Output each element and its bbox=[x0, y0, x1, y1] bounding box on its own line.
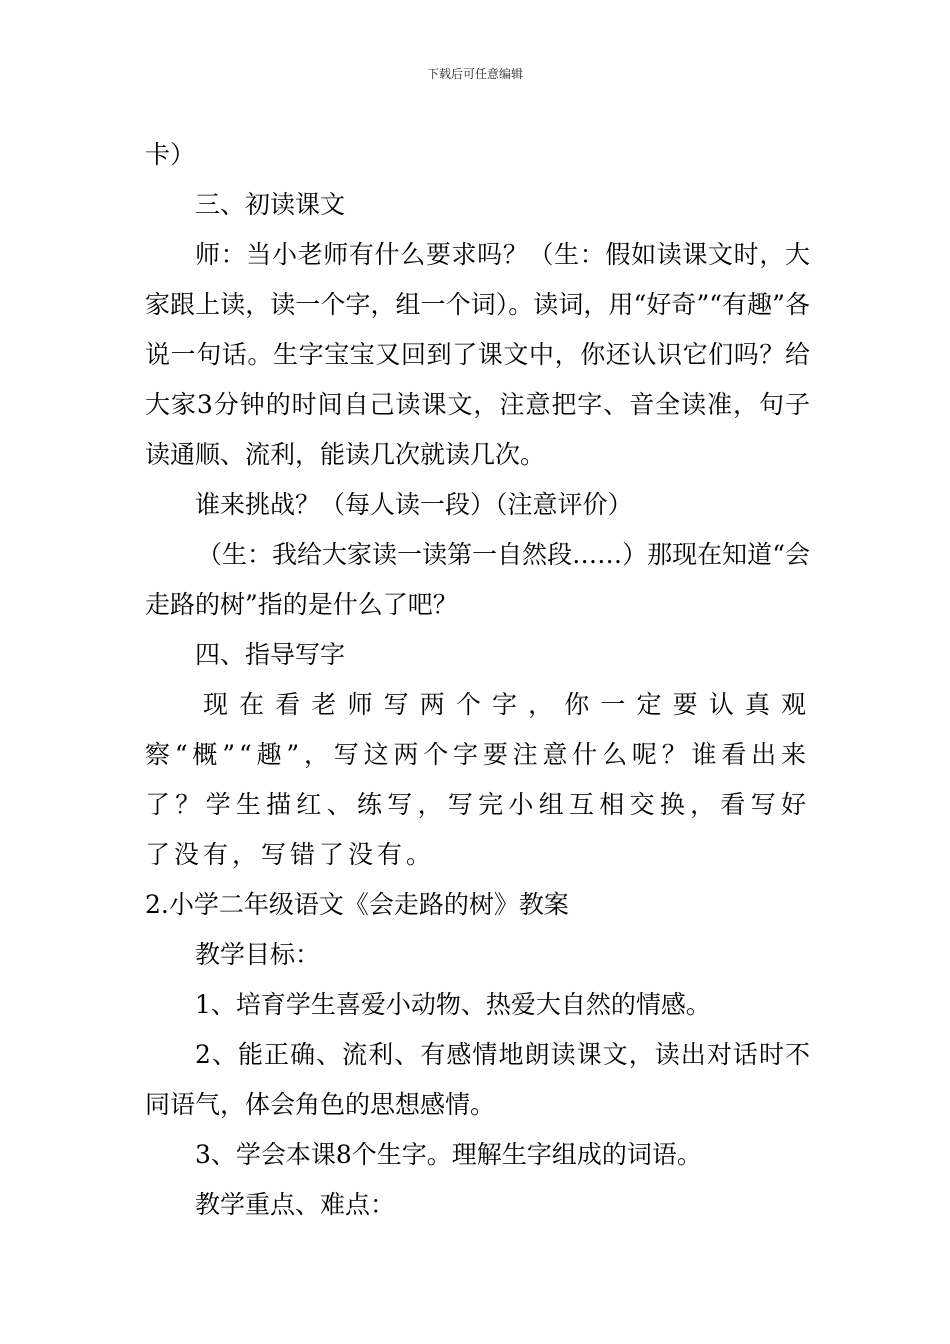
heading-key-points: 教学重点、难点： bbox=[195, 1190, 396, 1219]
paragraph-writing-practice: 现在看老师写两个字，你一定要认真观察“概”“趣”，写这两个字要注意什么呢？谁看出来了？学生描红、练写，写完小组互相交换，看写好了没有，写错了没有。 bbox=[145, 690, 810, 869]
paragraph-challenge: 谁来挑战？（每人读一段）（注意评价） bbox=[195, 490, 633, 519]
document-body bbox=[145, 130, 810, 1230]
goal-item-3: 3、学会本课8个生字。理解生字组成的词语。 bbox=[195, 1140, 702, 1169]
paragraph-student-reading: （生：我给大家读一读第一自然段……）那现在知道“会走路的树”指的是什么了吧？ bbox=[145, 540, 810, 619]
section-heading-writing-guidance: 四、指导写字 bbox=[195, 640, 346, 669]
section-heading-initial-reading: 三、初读课文 bbox=[195, 190, 346, 219]
goal-item-1: 1、培育学生喜爱小动物、热爱大自然的情感。 bbox=[195, 990, 711, 1019]
lesson-plan-title: 2.小学二年级语文《会走路的树》教案 bbox=[145, 890, 569, 919]
paragraph-teacher-instructions: 师：当小老师有什么要求吗？（生：假如读课文时，大家跟上读，读一个字，组一个词）。读词，用“好奇”“有趣”各说一句话。生字宝宝又回到了课文中，你还认识它们吗？给大家3分钟的时间自己读课文，注意把字、音全读准，句子读通顺、流利，能读几次就读几次。 bbox=[145, 240, 810, 469]
goal-item-2: 2、能正确、流利、有感情地朗读课文，读出对话时不同语气，体会角色的思想感情。 bbox=[145, 1040, 810, 1119]
page-header: 下载后可任意编辑 bbox=[426, 67, 523, 81]
heading-teaching-goals: 教学目标： bbox=[195, 940, 321, 969]
paragraph-continuation: 卡） bbox=[145, 140, 196, 169]
